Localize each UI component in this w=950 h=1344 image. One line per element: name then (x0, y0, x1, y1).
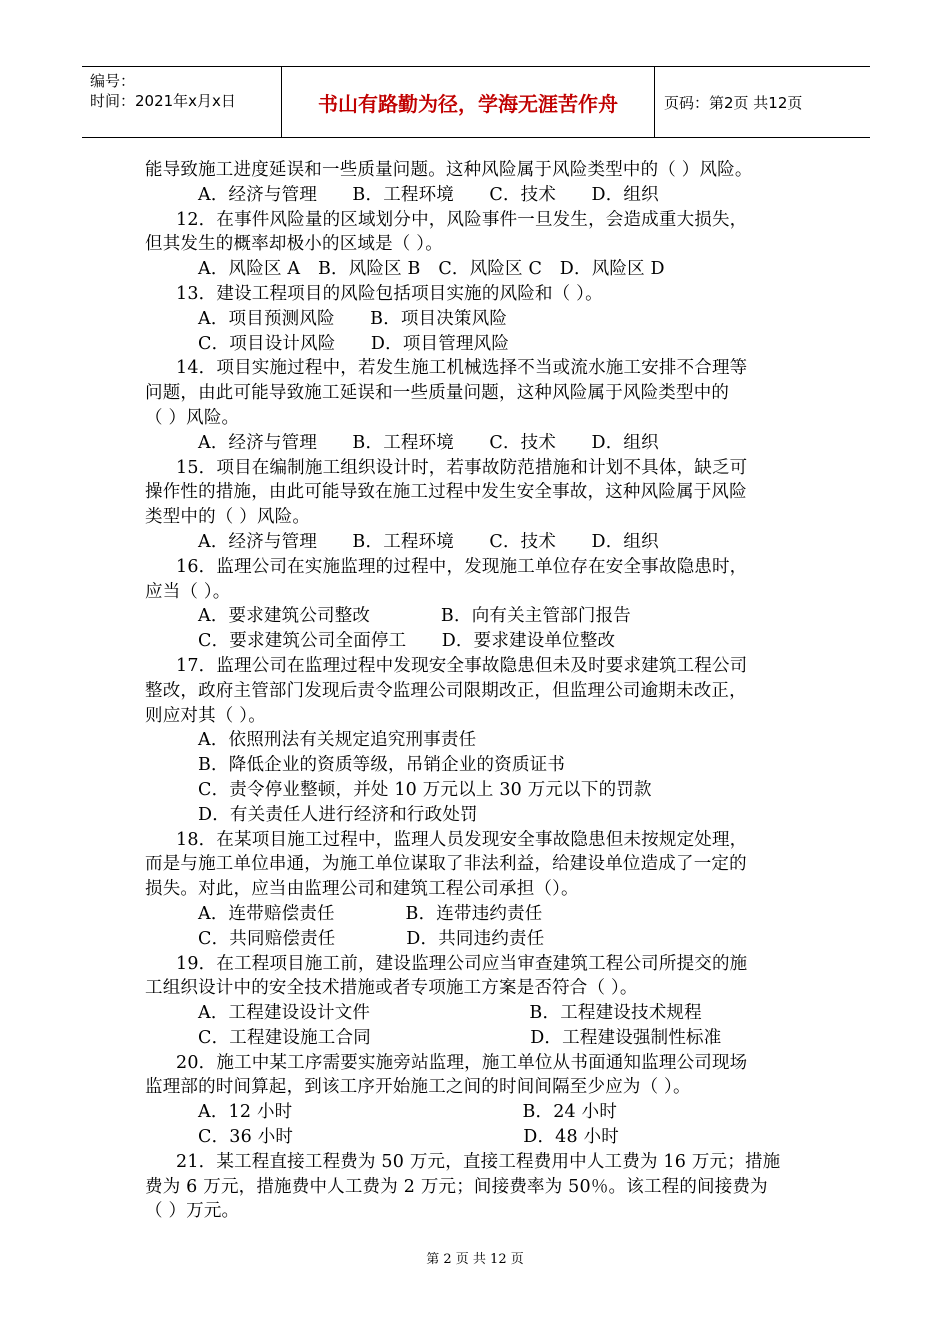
text-line: 19．在工程项目施工前，建设监理公司应当审查建筑工程公司所提交的施 (176, 953, 748, 974)
text-line: 类型中的（ ）风险。 (145, 507, 311, 528)
motto-text: 书山有路勤为径，学海无涯苦作舟 (318, 91, 618, 116)
text-line: 但其发生的概率却极小的区域是（ ）。 (145, 234, 443, 255)
number-label: 编号： (90, 72, 136, 90)
text-line: A．经济与管理 B．工程环境 C．技术 D．组织 (198, 184, 659, 205)
header-meta (82, 67, 281, 137)
text-line: A．项目预测风险 B．项目决策风险 (198, 308, 508, 329)
text-line: 损失。对此，应当由监理公司和建筑工程公司承担（）。 (145, 879, 579, 900)
text-line: A．风险区 A B．风险区 B C．风险区 C D．风险区 D (198, 259, 665, 280)
header-page-code (654, 67, 870, 137)
text-line: A．经济与管理 B．工程环境 C．技术 D．组织 (198, 432, 659, 453)
text-line: C．工程建设施工合同 D．工程建设强制性标准 (198, 1027, 722, 1048)
text-line: C．责令停业整顿，并处 10 万元以上 30 万元以下的罚款 (198, 779, 652, 800)
text-line: A．连带赔偿责任 B．连带违约责任 (198, 903, 543, 924)
text-line: A．工程建设设计文件 B．工程建设技术规程 (198, 1003, 702, 1024)
text-line: 17．监理公司在监理过程中发现安全事故隐患但未及时要求建筑工程公司 (176, 655, 748, 676)
text-line: 操作性的措施，由此可能导致在施工过程中发生安全事故，这种风险属于风险 (145, 482, 747, 503)
text-line: C．要求建筑公司全面停工 D．要求建设单位整改 (198, 631, 616, 652)
text-line: 整改，政府主管部门发现后责令监理公司限期改正，但监理公司逾期未改正， (145, 680, 747, 701)
text-line: 18．在某项目施工过程中，监理人员发现安全事故隐患但未按规定处理， (176, 829, 748, 850)
text-line: 15．项目在编制施工组织设计时，若事故防范措施和计划不具体，缺乏可 (176, 457, 748, 478)
text-line: 费为 6 万元，措施费中人工费为 2 万元；间接费率为 50％。该工程的间接费为 (145, 1176, 768, 1197)
text-line: A．依照刑法有关规定追究刑事责任 (198, 730, 477, 751)
header-motto (281, 67, 655, 137)
text-line: D．有关责任人进行经济和行政处罚 (198, 804, 478, 825)
text-line: 13．建设工程项目的风险包括项目实施的风险和（ ）。 (176, 283, 603, 304)
page-code-text: 页码：第2页 共12页 (664, 93, 803, 112)
text-line: A．要求建筑公司整改 B．向有关主管部门报告 (198, 606, 631, 627)
text-line: 工组织设计中的安全技术措施或者专项施工方案是否符合（ ）。 (145, 978, 638, 999)
text-line: 应当（ ）。 (145, 581, 231, 602)
text-line: （ ）风险。 (145, 407, 240, 428)
page-header (82, 66, 870, 138)
text-line: 监理部的时间算起，到该工序开始施工之间的时间间隔至少应为（ ）。 (145, 1077, 691, 1098)
text-line: 20．施工中某工序需要实施旁站监理，施工单位从书面通知监理公司现场 (176, 1052, 748, 1073)
text-line: B．降低企业的资质等级，吊销企业的资质证书 (198, 755, 566, 776)
text-line: 则应对其（ ）。 (145, 705, 266, 726)
text-line: C．项目设计风险 D．项目管理风险 (198, 333, 510, 354)
text-line: 12．在事件风险量的区域划分中，风险事件一旦发生，会造成重大损失， (176, 209, 748, 230)
document-body (145, 158, 807, 1224)
page-footer (0, 1248, 950, 1267)
text-line: 能导致施工进度延误和一些质量问题。这种风险属于风险类型中的（ ）风险。 (145, 160, 753, 180)
text-line: C．共同赔偿责任 D．共同违约责任 (198, 928, 545, 949)
text-line: A．经济与管理 B．工程环境 C．技术 D．组织 (198, 531, 659, 552)
text-line: （ ）万元。 (145, 1201, 240, 1222)
text-line: C．36 小时 D．48 小时 (198, 1127, 619, 1148)
footer-page-number: 第 2 页 共 12 页 (426, 1252, 524, 1267)
text-line: 而是与施工单位串通，为施工单位谋取了非法利益，给建设单位造成了一定的 (145, 854, 747, 875)
text-line: A．12 小时 B．24 小时 (198, 1102, 618, 1123)
text-line: 21．某工程直接工程费为 50 万元，直接工程费用中人工费为 16 万元；措施 (176, 1151, 781, 1172)
text-line: 问题，由此可能导致施工延误和一些质量问题，这种风险属于风险类型中的 (145, 383, 730, 404)
time-label: 时间：2021年x月x日 (90, 92, 236, 110)
text-line: 16．监理公司在实施监理的过程中，发现施工单位存在安全事故隐患时， (176, 556, 748, 577)
text-line: 14．项目实施过程中，若发生施工机械选择不当或流水施工安排不合理等 (176, 358, 748, 379)
